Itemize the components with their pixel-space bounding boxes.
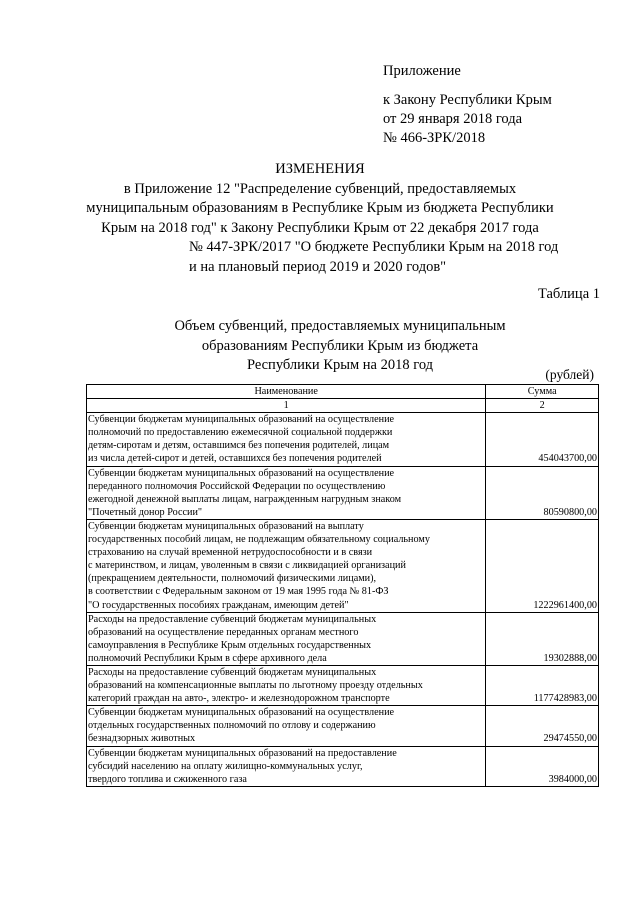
row-name-line: (прекращением деятельности, полномочий физическими лицами), [88,573,377,585]
table-title-line: Республики Крым на 2018 год [246,357,434,373]
heading-line: в Приложение 12 "Распределение субвенций, предоставляемых [123,180,517,197]
row-name [87,665,486,705]
row-sum: 3984000,00 [486,746,599,786]
column-number-row [87,399,599,413]
row-name-line: Субвенции бюджетам муниципальных образований на выплату [88,520,364,532]
heading-line: № 447-ЗРК/2017 "О бюджете Республики Крым на 2018 год [189,239,559,255]
row-name [87,466,486,519]
table-header-row [87,385,599,399]
appendix-line: от 29 января 2018 года [383,111,523,127]
row-name [87,706,486,746]
appendix-line: № 466-ЗРК/2018 [383,130,486,146]
row-name-line: безнадзорных животных [88,733,196,745]
row-name-line: твердого топлива и сжиженного газа [88,773,247,785]
column-header-sum: Сумма [486,385,599,399]
row-name-line: отдельных государственных полномочий по отлову и содержанию [88,720,376,732]
subventions-table [86,384,599,787]
table-row [87,746,599,786]
column-number: 1 [87,399,486,413]
unit-label: (рублей) [545,367,594,382]
row-name-line: "О государственных пособиях гражданам, имеющим детей" [88,599,349,611]
table-row [87,466,599,519]
row-sum: 454043700,00 [486,413,599,466]
heading-line: и на плановый период 2019 и 2020 годов" [189,258,447,275]
table-row [87,413,599,466]
table-title [120,317,560,376]
row-name-line: субсидий населению на оплату жилищно-коммунальных услуг, [88,760,363,772]
appendix-line: к Закону Республики Крым [383,92,552,108]
heading-line: муниципальным образованиям в Республике Крым из бюджета Республики [86,200,554,216]
row-sum: 1177428983,00 [486,665,599,705]
row-name-line: Субвенции бюджетам муниципальных образований на осуществление [88,414,395,426]
table-row [87,665,599,705]
row-sum: 1222961400,00 [486,519,599,612]
row-name [87,612,486,665]
row-name-line: в соответствии с Федеральным законом от 19 мая 1995 года № 81-ФЗ [88,586,389,598]
row-name-line: страхованию на случай временной нетрудоспособности и в связи [88,547,373,559]
table-title-line: образованиям Республики Крым из бюджета [201,337,479,354]
row-name-line: "Почетный донор России" [88,506,203,518]
table-row [87,612,599,665]
row-name [87,413,486,466]
table-body [87,413,599,787]
row-name-line: полномочий Республики Крым в сфере архивного дела [88,652,327,664]
table-row [87,519,599,612]
heading-line: Крым на 2018 год" к Закону Республики Крым от 22 декабря 2017 года [101,219,539,236]
row-name-line: государственных пособий лицам, не подлежащим обязательному социальному [88,534,430,546]
column-header-name: Наименование [87,385,486,399]
row-name-line: образований на осуществление переданных органам местного [88,626,359,638]
row-sum: 80590800,00 [486,466,599,519]
appendix-header [383,62,552,148]
row-name-line: самоуправления в Республике Крым отдельных государственных [88,639,372,651]
appendix-label: Приложение [383,63,461,79]
row-sum: 19302888,00 [486,612,599,665]
row-name-line: полномочий по предоставлению ежемесячной социальной поддержки [88,427,393,439]
row-name-line: Субвенции бюджетам муниципальных образований на предоставление [88,747,397,759]
row-name-line: Расходы на предоставление субвенций бюджетам муниципальных [88,613,377,625]
row-name-line: образований на компенсационные выплаты по льготному проезду отдельных [88,680,423,692]
row-name-line: из числа детей-сирот и детей, оставшихся без попечения родителей [88,453,382,465]
row-name [87,519,486,612]
row-name [87,746,486,786]
table-label: Таблица 1 [537,286,600,302]
document-heading [80,160,560,277]
column-number: 2 [486,399,599,413]
row-name-line: Субвенции бюджетам муниципальных образований на осуществление [88,707,395,719]
row-name-line: детям-сиротам и детям, оставшимся без попечения родителей, лицам [88,440,390,452]
table-row [87,706,599,746]
row-sum: 29474550,00 [486,706,599,746]
table-title-line: Объем субвенций, предоставляемых муниципальным [174,318,506,334]
row-name-line: Расходы на предоставление субвенций бюджетам муниципальных [88,666,377,678]
row-name-line: переданного полномочия Российской Федерации по осуществлению [88,480,386,492]
row-name-line: ежегодной денежной выплаты лицам, награжденным нагрудным знаком [88,493,402,505]
row-name-line: с материнством, и лицам, уволенным в связи с ликвидацией организаций [88,560,406,572]
row-name-line: Субвенции бюджетам муниципальных образований на осуществление [88,467,395,479]
row-name-line: категорий граждан на авто-, электро- и железнодорожном транспорте [88,693,390,705]
document-title: ИЗМЕНЕНИЯ [275,161,365,177]
